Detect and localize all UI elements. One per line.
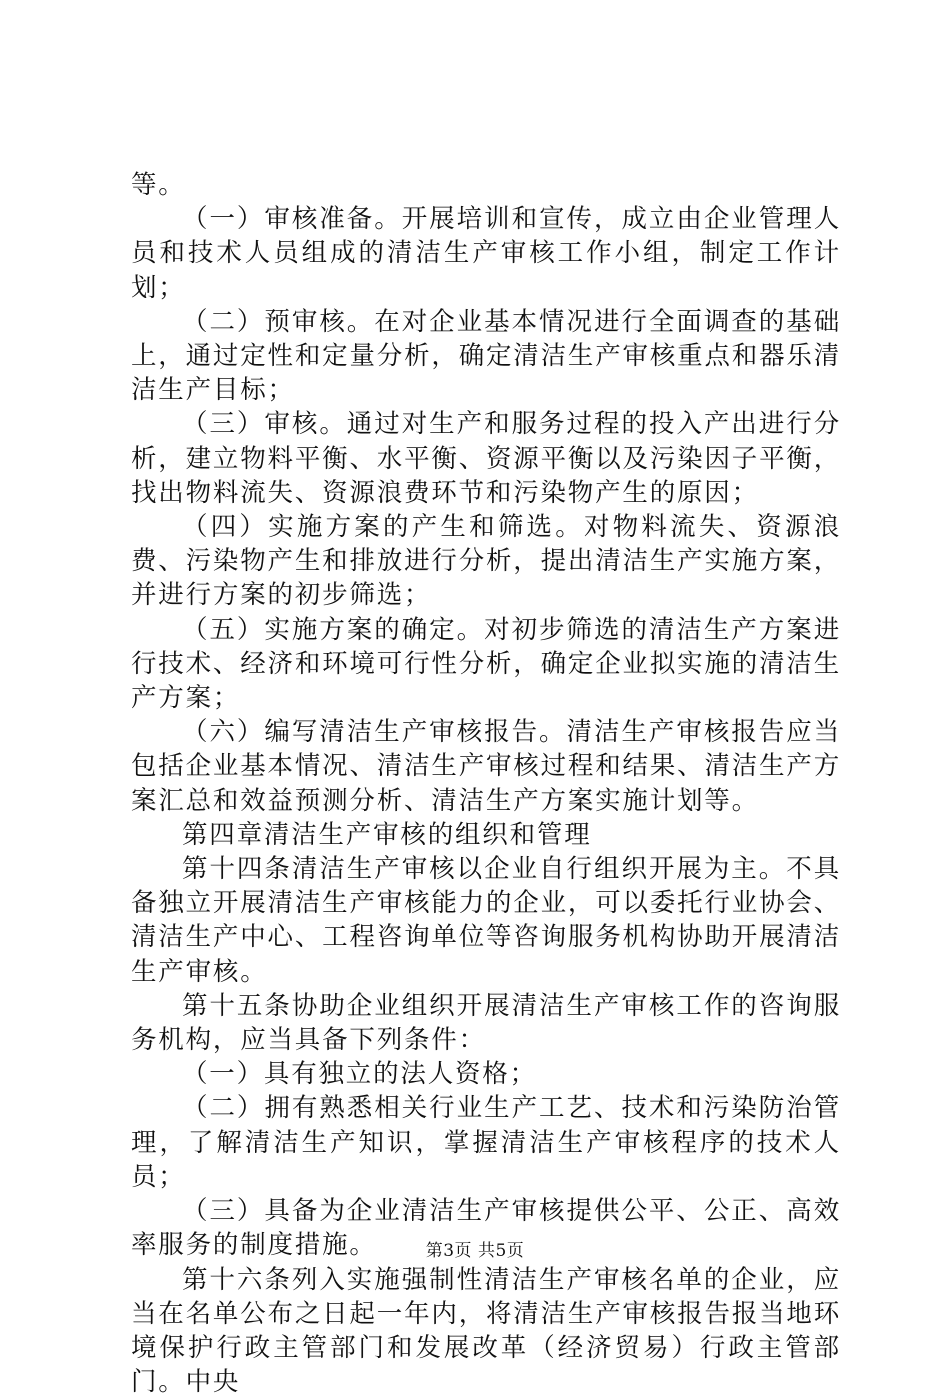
paragraph: 第十四条清洁生产审核以企业自行组织开展为主。不具备独立开展清洁生产审核能力的企业，可以委托行业协会、清洁生产中心、工程咨询单位等咨询服务机构协助开展清洁生产审核。 — [131, 852, 841, 989]
paragraph: （三）具备为企业清洁生产审核提供公平、公正、高效率服务的制度措施。 — [131, 1194, 841, 1262]
page-number: 第3页 共5页 — [426, 1241, 525, 1261]
paragraph: （二）拥有熟悉相关行业生产工艺、技术和污染防治管理，了解清洁生产知识，掌握清洁生产审核程序的技术人员； — [131, 1091, 841, 1194]
paragraph: 第十五条协助企业组织开展清洁生产审核工作的咨询服务机构，应当具备下列条件： — [131, 989, 841, 1057]
paragraph: （五）实施方案的确定。对初步筛选的清洁生产方案进行技术、经济和环境可行性分析，确定企业拟实施的清洁生产方案； — [131, 613, 841, 716]
paragraph: 等。 — [131, 168, 841, 202]
page-footer — [0, 1240, 950, 1262]
paragraph: （一）审核准备。开展培训和宣传，成立由企业管理人员和技术人员组成的清洁生产审核工作小组，制定工作计划； — [131, 202, 841, 305]
paragraph: （一）具有独立的法人资格； — [131, 1057, 841, 1091]
paragraph: （二）预审核。在对企业基本情况进行全面调查的基础上，通过定性和定量分析，确定清洁生产审核重点和器乐清洁生产目标； — [131, 305, 841, 408]
paragraph: 第四章清洁生产审核的组织和管理 — [131, 818, 841, 852]
document-body — [131, 168, 841, 1399]
paragraph: （六）编写清洁生产审核报告。清洁生产审核报告应当包括企业基本情况、清洁生产审核过程和结果、清洁生产方案汇总和效益预测分析、清洁生产方案实施计划等。 — [131, 715, 841, 818]
paragraph: 第十六条列入实施强制性清洁生产审核名单的企业，应当在名单公布之日起一年内，将清洁生产审核报告报当地环境保护行政主管部门和发展改革（经济贸易）行政主管部门。中央 — [131, 1263, 841, 1399]
paragraph: （四）实施方案的产生和筛选。对物料流失、资源浪费、污染物产生和排放进行分析，提出清洁生产实施方案，并进行方案的初步筛选； — [131, 510, 841, 613]
paragraph: （三）审核。通过对生产和服务过程的投入产出进行分析，建立物料平衡、水平衡、资源平衡以及污染因子平衡，找出物料流失、资源浪费环节和污染物产生的原因； — [131, 407, 841, 510]
